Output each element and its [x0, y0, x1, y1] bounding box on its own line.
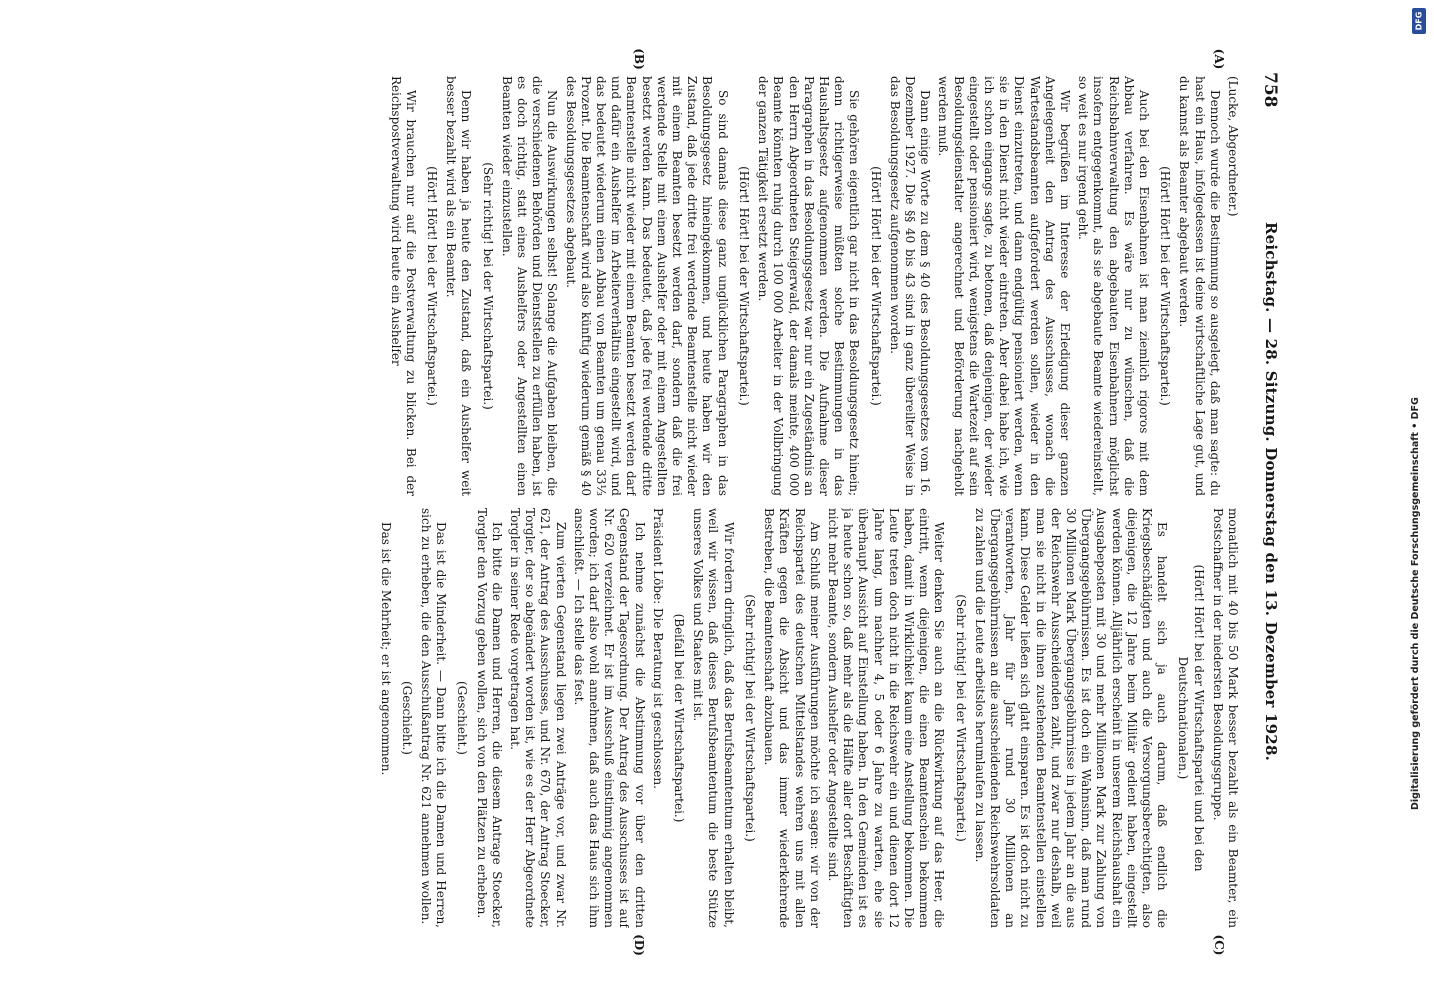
interjection: (Sehr richtig! bei der Wirtschaftspartei.) [480, 162, 495, 410]
dfg-logo [1412, 8, 1426, 34]
paragraph: Präsident Löbe: Die Beratung ist geschlossen. [650, 508, 665, 789]
interjection: (Hört! Hört! bei der Wirtschaftspartei.) [425, 166, 440, 406]
left-column [10, 76, 1240, 496]
margin-mark-a: (A) [1212, 48, 1226, 70]
margin-mark-c: (C) [1212, 934, 1226, 956]
interjection: (Hört! Hört! bei der Wirtschaftspartei und bei den Deutschnationalen.) [1176, 564, 1206, 872]
interjection: (Hört! Hört! bei der Wirtschaftspartei.) [868, 166, 883, 406]
credit-separator: • [1410, 419, 1421, 433]
interjection: (Sehr richtig! bei der Wirtschaftspartei.) [953, 594, 968, 842]
interjection: (Geschieht.) [399, 681, 414, 755]
page-number: 758 [1260, 72, 1280, 108]
margin-mark-b: (B) [632, 48, 646, 70]
paragraph: Das ist die Mehrheit; er ist angenommen. [378, 522, 393, 776]
interjection: (Sehr richtig! bei der Wirtschaftspartei.) [742, 594, 757, 842]
paragraph: Denn wir haben ja heute den Zustand, daß ein Aushelfer weit besser bezahlt wird als ein Beamter. [444, 76, 474, 496]
running-head: Reichstag. — 28. Sitzung. Donnerstag den 13. Dezember 1928. [1262, 222, 1280, 761]
paragraph: Auch bei den Eisenbahnen ist man ziemlich rigoros mit dem Abbau verfahren. Es wäre nur zu wünschen, daß die Reichsbahnverwaltung den abgebauten Eisenbahnern möglichst insofern entgegenkommt, als sie abgebaute Beamte wiedereinstellt, so weit es nur irgend geht. [1076, 76, 1151, 496]
running-header [1252, 72, 1292, 912]
paragraph: Am Schluß meiner Ausführungen möchte ich sagen: wir von der Reichspartei des deutschen Mittelstandes wehren uns mit allen Kräften gegen die Absicht und das immer wiederkehrende Bestreben, die Beamtenschaft abzubauen. [762, 508, 822, 928]
paragraph: Nun die Auswirkungen selbst! Solange die Aufgaben bleiben, die die verschiedenen Behörden und Dienststellen zu erfüllen haben, ist es doch richtig, statt eines Aushelfers oder Angestellten einen Beamten wieder einzustellen. [499, 76, 560, 496]
interjection: (Hört! Hört! bei der Wirtschaftspartei.) [736, 166, 751, 406]
paragraph: Wir brauchen nur auf die Postverwaltung zu blicken. Bei der Reichspostverwaltung wird heute ein Aushelfer [388, 76, 418, 496]
interjection: (Hört! Hört! bei der Wirtschaftspartei.) [1158, 166, 1173, 406]
right-column [10, 508, 1240, 928]
credit-text [1410, 397, 1421, 810]
margin-mark-d: (D) [632, 934, 646, 956]
paragraph: Zum vierten Gegenstand liegen zwei Anträge vor, und zwar Nr. 621, der Antrag des Ausschusses, und Nr. 670, der Antrag Stoecker, Torgler, der so abgeändert worden ist, wie es der Herr Abgeordnete Torgler in seiner Rede vorgetragen hat. [508, 508, 568, 928]
paragraph: Dennoch wurde die Bestimmung so ausgelegt, daß man sagte: du hast ein Haus, infolgedessen ist deine wirtschaftliche Lage gut, und du kannst als Beamter abgebaut werden. [1177, 76, 1222, 496]
paragraph: Wir fordern dringlich, daß das Berufsbeamtentum erhalten bleibt, weil wir wissen, daß dieses Berufsbeamtentum die beste Stütze unseres Volkes und Staates mit ist. [691, 508, 736, 928]
paragraph: Ich bitte die Damen und Herren, die diesem Antrage Stoecker, Torgler den Vorzug geben wollen, sich von den Plätzen zu erheben. [474, 508, 504, 928]
dfg-logo-text: DFG [1414, 11, 1424, 31]
paragraph: Das ist die Minderheit. — Dann bitte ich die Damen und Herren, sich zu erheben, die den Ausschußantrag Nr. 621 annehmen wollen. [419, 508, 449, 928]
credit-logo-text: DFG [1410, 397, 1421, 420]
paragraph: (Lucke, Abgeordneter.) [1226, 76, 1240, 217]
paragraph: Weiter denken Sie auch an die Rückwirkung auf das Heer, die eintritt, wenn diejenigen, die einen Beamtenschein bekommen haben, damit in Wirklichkeit kaum eine Anstellung bekommen. Die Leute treten doch nicht in die Reichswehr ein und dienen dort 12 Jahre lang, um nachher 4, 5 oder 6 Jahre zu warten, ehe sie überhaupt Aussicht auf Einstellung haben. In den Gemeinden ist es ja heute schon so, daß mehr als die Hälfte aller dort Beschäftigten nicht mehr Beamte, sondern Aushelfer oder Angestellte sind. [825, 508, 947, 928]
interjection: (Geschieht.) [455, 681, 470, 755]
paragraph: Es handelt sich ja auch darum, daß endlich die Kriegsbeschädigten und auch die Versorgungsberechtigten, also diejenigen, die 12 Jahre beim Militär gedient haben, eingestellt werden können. Alljährlich erscheint in unserem Reichshaushalt ein Ausgabeposten mit 30 und mehr Millionen Mark zur Zahlung von Übergangsgebührnissen. Es ist doch ein Wahnsinn, daß man rund 30 Millionen Mark Übergangsgebührnisse in jedem Jahr an die aus der Reichswehr Ausscheidenden zahlt, und zwar nur deshalb, weil man sie nicht in die ihnen zustehenden Beamtenstellen einstellen kann. Diese Gelder ließen sich glatt einsparen. Es ist doch nicht zu verantworten, Jahr für Jahr rund 30 Millionen an Übergangsgebührnissen an die ausscheidenden Reichswehrsoldaten zu zahlen und die Leute arbeitslos herumlaufen zu lassen. [972, 508, 1170, 928]
paragraph: Ich nehme zunächst die Abstimmung vor über den dritten Gegenstand der Tagesordnung. Der Antrag des Ausschusses ist auf Nr. 620 verzeichnet. Er ist im Ausschuß einstimmig angenommen worden; ich darf also wohl annehmen, daß auch das Haus sich ihm anschließt. — Ich stelle das fest. [571, 508, 647, 928]
paragraph: monatlich mit 40 bis 50 Mark besser bezahlt als ein Beamter, ein Postschaffner in der niedersten Besoldungsgruppe. [1210, 508, 1240, 928]
paragraph: Dann einige Worte zu dem § 40 des Besoldungsgesetzes vom 16. Dezember 1927. Die §§ 40 bis 43 sind in ganz übereilter Weise in das Besoldungsgesetz aufgenommen worden. [887, 76, 933, 496]
interjection: (Beifall bei der Wirtschaftspartei.) [672, 613, 687, 823]
paragraph: Wir begrüßen im Interesse der Erledigung dieser ganzen Angelegenheit den Antrag des Ausschusses, wonach die Wartestandsbeamten aufgefordert werden sollen, wieder in den Dienst einzutreten, und dann endgültig pensioniert werden, wenn sie in den Dienst nicht wieder eintreten. Aber dabei habe ich, wie ich schon eingangs sagte, zu betonen, daß denjenigen, der wieder eingestellt oder pensioniert wird, wenigstens die Wartezeit auf sein Besoldungsdienstalter angerechnet und Beförderung nachgeholt werden muß. [936, 76, 1072, 496]
credit-label: Digitalisierung gefördert durch die Deutsche Forschungsgemeinschaft [1410, 432, 1421, 810]
paragraph: Sie gehören eigentlich gar nicht in das Besoldungsgesetz hinein; denn richtigerweise müßten solche Bestimmungen in das Haushaltsgesetz aufgenommen werden. Die Aufnahme dieser Paragraphen in das Besoldungsgesetz war nur ein Zugeständnis an den Herrn Abgeordneten Steigerwald, der damals meinte, 400 000 Beamte könnten ruhig durch 100 000 Arbeiter in der Vollbringung der ganzen Tätigkeit ersetzt werden. [756, 76, 862, 496]
paragraph: So sind damals diese ganz unglücklichen Paragraphen in das Besoldungsgesetz hineingekommen, und heute haben wir den Zustand, daß jede dritte frei werdende Beamtenstelle nicht wieder mit einem Beamten besetzt werden darf, sondern daß die frei werdende Stelle mit einem Aushelfer oder mit einem Angestellten besetzt werden kann. Das bedeutet, daß jede frei werdende dritte Beamtenstelle nicht wieder mit einem Beamten besetzt werden darf und dafür ein Aushelfer im Arbeiterverhältnis eingestellt wird, und das bedeutet wiederum einen Abbau von Beamten um genau 33⅓ Prozent. Die Beamtenschaft wird also künftig wiederum gemäß § 40 des Besoldungsgesetzes abgebaut. [563, 76, 730, 496]
